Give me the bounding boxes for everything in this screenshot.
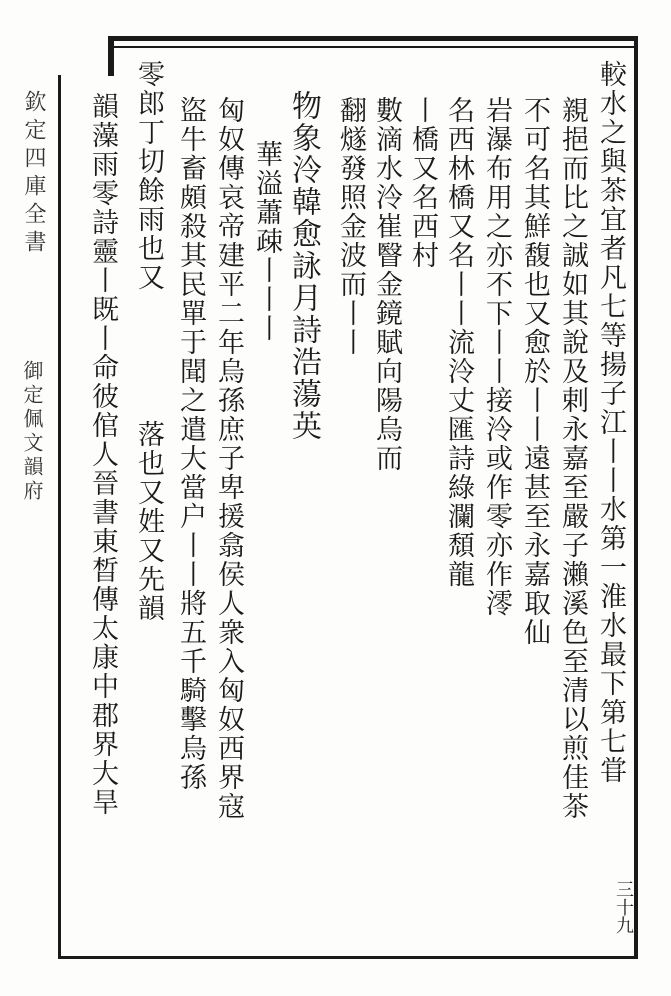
text-column-10: 華溢蕭疎丨丨丨 — [251, 140, 282, 343]
bottom-border-rule — [58, 956, 638, 959]
text-column-9: 物象泠韓愈詠月詩浩蕩英 — [286, 90, 321, 442]
fishtail-block — [108, 36, 114, 76]
top-inner-rule — [108, 46, 638, 48]
text-column-1: 較水之與茶宜者凡七等揚子江丨丨水第一淮水最下第七甞 — [595, 60, 626, 785]
text-column-8: 翻燧發照金波而丨丨 — [335, 96, 366, 357]
text-column-13: 零郎丁切餘雨也又 — [133, 60, 164, 292]
right-border-rule — [634, 36, 638, 959]
text-column-5: 名西林橋又名丨丨流泠丈匯詩綠瀾頹龍 — [443, 96, 474, 589]
text-column-4: 岩瀑布用之亦不下丨丨接泠或作零亦作澪 — [481, 96, 512, 618]
volume-title: 御定佩文韻府 — [20, 360, 44, 504]
text-column-7: 數滴水泠崔瞖金鏡賦向陽烏而 — [371, 96, 402, 473]
text-column-15: 韻藻雨零詩靈丨既丨命彼倌人晉書東晳傳太康中郡界大旱 — [87, 92, 118, 817]
top-border-rule — [108, 36, 638, 41]
margin-column — [18, 90, 58, 504]
text-column-2: 親挹而比之誠如其說及剌永嘉至嚴子瀨溪色至清以煎佳茶 — [557, 96, 588, 821]
text-column-14: 落也又姓又先韻 — [133, 420, 164, 623]
page-number: 三十九 — [613, 880, 634, 934]
text-column-3: 不可名其鮮馥也又愈於丨丨遠甚至永嘉取仙 — [519, 96, 550, 647]
text-column-12: 盜牛畜頗殺其民單于聞之遣大當户丨丨將五千騎擊烏孫 — [175, 96, 206, 792]
text-column-11: 匈奴傳哀帝建平二年烏孫庶子卑援翕侯人衆入匈奴西界寇 — [213, 96, 244, 821]
text-column-6: 丨橋又名西村 — [407, 96, 438, 270]
book-title: 欽定四庫全書 — [21, 90, 46, 258]
left-border-rule — [58, 75, 61, 959]
